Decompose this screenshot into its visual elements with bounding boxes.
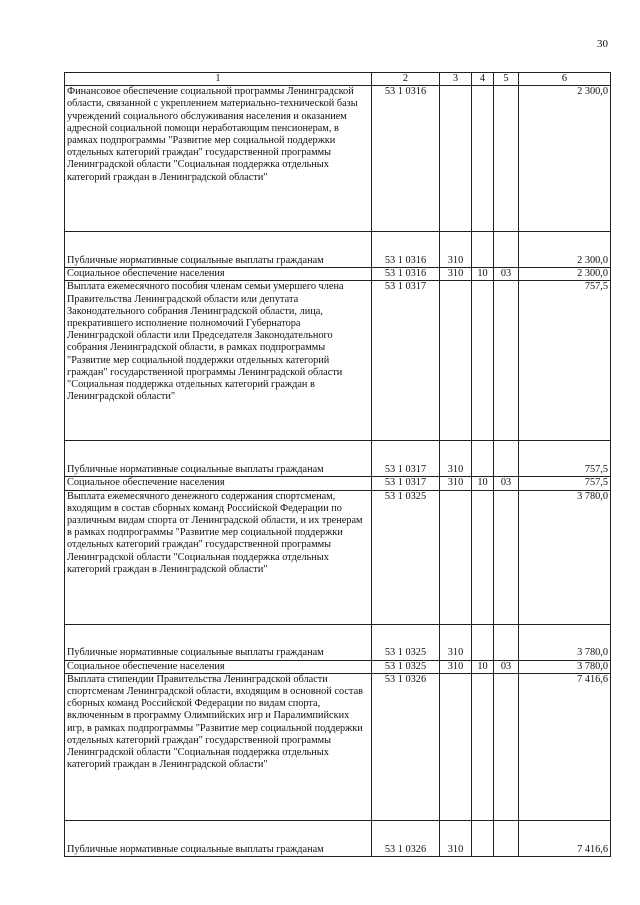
table-row (65, 268, 611, 281)
section-cell (472, 441, 494, 477)
expense-type-cell: 310 (440, 477, 472, 490)
table-row (65, 673, 611, 820)
target-article-cell: 53 1 0316 (372, 232, 440, 268)
target-article-cell: 53 1 0317 (372, 477, 440, 490)
column-header: 6 (519, 73, 611, 86)
target-article-cell: 53 1 0325 (372, 490, 440, 624)
subsection-cell (494, 281, 519, 441)
row-name-cell: Социальное обеспечение населения (65, 477, 372, 490)
expense-type-cell: 310 (440, 441, 472, 477)
subsection-cell (494, 490, 519, 624)
row-name-cell: Публичные нормативные социальные выплаты гражданам (65, 820, 372, 856)
table-row (65, 820, 611, 856)
column-header: 1 (65, 73, 372, 86)
row-name-cell: Финансовое обеспечение социальной программы Ленинградской области, связанной с укреплением материально-технической базы учреждений социального обслуживания населения и оказанием адресной социальной помощи неработающим пенсионерам, в рамках подпрограммы "Развитие мер социальной поддержки отдельных категорий граждан" государственной программы Ленинградской области "Социальная поддержка отдельных категорий граждан в Ленинградской области" (65, 86, 372, 232)
amount-cell: 7 416,6 (519, 673, 611, 820)
expense-type-cell: 310 (440, 624, 472, 660)
column-header: 4 (472, 73, 494, 86)
target-article-cell: 53 1 0317 (372, 281, 440, 441)
subsection-cell (494, 624, 519, 660)
row-name-cell: Публичные нормативные социальные выплаты гражданам (65, 624, 372, 660)
target-article-cell: 53 1 0316 (372, 86, 440, 232)
section-cell (472, 281, 494, 441)
column-number-row (65, 73, 611, 86)
row-name-cell: Выплата ежемесячного денежного содержания спортсменам, входящим в состав сборных команд Российской Федерации по различным видам спорта от Ленинградской области, и их тренерам в рамках подпрограммы "Развитие мер социальной поддержки отдельных категорий граждан" государственной программы Ленинградской области "Социальная поддержка отдельных категорий граждан в Ленинградской области" (65, 490, 372, 624)
section-cell (472, 232, 494, 268)
section-cell (472, 673, 494, 820)
table-row (65, 660, 611, 673)
table-row (65, 477, 611, 490)
row-name-cell: Социальное обеспечение населения (65, 660, 372, 673)
section-cell (472, 490, 494, 624)
expense-type-cell: 310 (440, 268, 472, 281)
expense-type-cell: 310 (440, 820, 472, 856)
amount-cell: 2 300,0 (519, 268, 611, 281)
subsection-cell (494, 441, 519, 477)
row-name-cell: Публичные нормативные социальные выплаты гражданам (65, 232, 372, 268)
target-article-cell: 53 1 0325 (372, 660, 440, 673)
row-name-cell: Выплата ежемесячного пособия членам семьи умершего члена Правительства Ленинградской области или депутата Законодательного собрания Ленинградской области, лица, прекратившего исполнение полномочий Губернатора Ленинградской области или Председателя Законодательного собрания Ленинградской области, в рамках подпрограммы "Развитие мер социальной поддержки отдельных категорий граждан" государственной программы Ленинградской области "Социальная поддержка отдельных категорий граждан в Ленинградской области" (65, 281, 372, 441)
expense-type-cell (440, 490, 472, 624)
amount-cell: 7 416,6 (519, 820, 611, 856)
expense-type-cell: 310 (440, 660, 472, 673)
row-name-cell: Публичные нормативные социальные выплаты гражданам (65, 441, 372, 477)
expense-type-cell (440, 281, 472, 441)
subsection-cell: 03 (494, 268, 519, 281)
column-header: 2 (372, 73, 440, 86)
expense-type-cell: 310 (440, 232, 472, 268)
subsection-cell (494, 86, 519, 232)
amount-cell: 757,5 (519, 441, 611, 477)
section-cell: 10 (472, 477, 494, 490)
section-cell (472, 86, 494, 232)
subsection-cell (494, 673, 519, 820)
column-header: 3 (440, 73, 472, 86)
table-row (65, 490, 611, 624)
table-row (65, 281, 611, 441)
amount-cell: 3 780,0 (519, 624, 611, 660)
expense-type-cell (440, 673, 472, 820)
subsection-cell (494, 232, 519, 268)
table-row (65, 624, 611, 660)
target-article-cell: 53 1 0326 (372, 820, 440, 856)
expense-type-cell (440, 86, 472, 232)
target-article-cell: 53 1 0317 (372, 441, 440, 477)
table-row (65, 232, 611, 268)
amount-cell: 2 300,0 (519, 86, 611, 232)
amount-cell: 757,5 (519, 477, 611, 490)
amount-cell: 3 780,0 (519, 490, 611, 624)
amount-cell: 2 300,0 (519, 232, 611, 268)
target-article-cell: 53 1 0325 (372, 624, 440, 660)
section-cell: 10 (472, 268, 494, 281)
section-cell (472, 624, 494, 660)
amount-cell: 757,5 (519, 281, 611, 441)
row-name-cell: Социальное обеспечение населения (65, 268, 372, 281)
section-cell (472, 820, 494, 856)
amount-cell: 3 780,0 (519, 660, 611, 673)
row-name-cell: Выплата стипендии Правительства Ленинградской области спортсменам Ленинградской области, входящим в основной состав сборных команд Российской Федерации по видам спорта, включенным в программу Олимпийских игр и Паралимпийских игр, в рамках подпрограммы "Развитие мер социальной поддержки отдельных категорий граждан" государственной программы Ленинградской области "Социальная поддержка отдельных категорий граждан в Ленинградской области" (65, 673, 372, 820)
subsection-cell: 03 (494, 477, 519, 490)
target-article-cell: 53 1 0326 (372, 673, 440, 820)
column-header: 5 (494, 73, 519, 86)
target-article-cell: 53 1 0316 (372, 268, 440, 281)
table-row (65, 86, 611, 232)
table-row (65, 441, 611, 477)
subsection-cell: 03 (494, 660, 519, 673)
section-cell: 10 (472, 660, 494, 673)
page-number: 30 (597, 38, 608, 50)
subsection-cell (494, 820, 519, 856)
budget-table (64, 72, 611, 857)
